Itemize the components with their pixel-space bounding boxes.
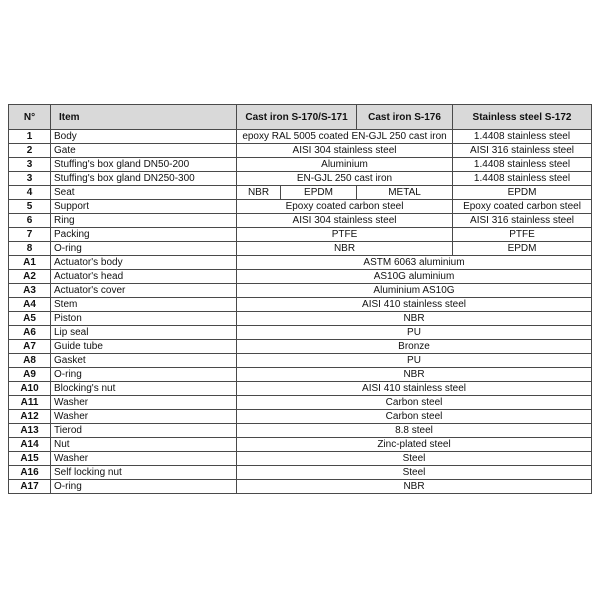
table-row [9, 354, 592, 368]
table-row [9, 452, 592, 466]
header-number: N° [9, 105, 51, 130]
table-row [9, 466, 592, 480]
table-row [9, 228, 592, 242]
material-stainless: 1.4408 stainless steel [453, 172, 592, 186]
row-item: Seat [51, 186, 237, 200]
row-item: O-ring [51, 368, 237, 382]
row-number: A7 [9, 340, 51, 354]
material-stainless: 1.4408 stainless steel [453, 130, 592, 144]
table-row [9, 382, 592, 396]
row-number: 1 [9, 130, 51, 144]
row-number: 3 [9, 172, 51, 186]
row-number: A4 [9, 298, 51, 312]
row-item: Washer [51, 452, 237, 466]
table-row [9, 214, 592, 228]
material-stainless: AISI 316 stainless steel [453, 144, 592, 158]
row-item: Self locking nut [51, 466, 237, 480]
materials-table-container [8, 104, 591, 494]
table-row [9, 312, 592, 326]
header-stainless-steel-s172: Stainless steel S-172 [453, 105, 592, 130]
table-row [9, 410, 592, 424]
row-number: 6 [9, 214, 51, 228]
material-all: 8.8 steel [237, 424, 592, 438]
table-row [9, 424, 592, 438]
header-cast-iron-s170-s171: Cast iron S-170/S-171 [237, 105, 357, 130]
material-all: Bronze [237, 340, 592, 354]
table-row [9, 396, 592, 410]
table-row [9, 256, 592, 270]
row-item: Blocking's nut [51, 382, 237, 396]
table-row [9, 186, 592, 200]
row-number: A15 [9, 452, 51, 466]
row-number: A3 [9, 284, 51, 298]
material-stainless: AISI 316 stainless steel [453, 214, 592, 228]
table-row [9, 368, 592, 382]
table-row [9, 158, 592, 172]
material-all: Carbon steel [237, 396, 592, 410]
table-row [9, 298, 592, 312]
table-row [9, 326, 592, 340]
row-number: 5 [9, 200, 51, 214]
row-number: A14 [9, 438, 51, 452]
row-number: A9 [9, 368, 51, 382]
table-row [9, 242, 592, 256]
row-item: Tierod [51, 424, 237, 438]
material-cast-iron: NBR [237, 242, 453, 256]
material-cast-iron: epoxy RAL 5005 coated EN-GJL 250 cast iron [237, 130, 453, 144]
material-cast-iron: EN-GJL 250 cast iron [237, 172, 453, 186]
row-item: Actuator's cover [51, 284, 237, 298]
row-item: Nut [51, 438, 237, 452]
row-number: 3 [9, 158, 51, 172]
material-cast-iron: PTFE [237, 228, 453, 242]
row-item: Stem [51, 298, 237, 312]
table-row [9, 200, 592, 214]
material-all: Steel [237, 466, 592, 480]
row-number: A17 [9, 480, 51, 494]
row-number: 7 [9, 228, 51, 242]
materials-table [8, 104, 592, 494]
material-cast-iron: Aluminium [237, 158, 453, 172]
table-row [9, 480, 592, 494]
row-item: O-ring [51, 480, 237, 494]
row-number: 4 [9, 186, 51, 200]
table-row [9, 438, 592, 452]
row-number: A8 [9, 354, 51, 368]
row-item: Actuator's head [51, 270, 237, 284]
row-item: Piston [51, 312, 237, 326]
header-cast-iron-s176: Cast iron S-176 [357, 105, 453, 130]
row-item: O-ring [51, 242, 237, 256]
row-item: Washer [51, 396, 237, 410]
material-s170-nbr: NBR [237, 186, 281, 200]
row-number: A12 [9, 410, 51, 424]
material-s176: METAL [357, 186, 453, 200]
row-number: A13 [9, 424, 51, 438]
material-all: ASTM 6063 aluminium [237, 256, 592, 270]
material-all: Aluminium AS10G [237, 284, 592, 298]
material-all: Zinc-plated steel [237, 438, 592, 452]
material-all: AISI 410 stainless steel [237, 298, 592, 312]
material-cast-iron: AISI 304 stainless steel [237, 144, 453, 158]
material-s170-epdm: EPDM [281, 186, 357, 200]
material-cast-iron: AISI 304 stainless steel [237, 214, 453, 228]
table-row [9, 130, 592, 144]
header-item: Item [51, 105, 237, 130]
row-number: A16 [9, 466, 51, 480]
row-item: Stuffing's box gland DN50-200 [51, 158, 237, 172]
row-item: Guide tube [51, 340, 237, 354]
table-row [9, 144, 592, 158]
material-all: NBR [237, 480, 592, 494]
row-item: Gasket [51, 354, 237, 368]
material-all: NBR [237, 368, 592, 382]
row-number: A6 [9, 326, 51, 340]
material-all: AISI 410 stainless steel [237, 382, 592, 396]
row-number: 8 [9, 242, 51, 256]
row-item: Gate [51, 144, 237, 158]
row-number: A11 [9, 396, 51, 410]
material-all: PU [237, 354, 592, 368]
row-item: Body [51, 130, 237, 144]
row-item: Lip seal [51, 326, 237, 340]
material-all: PU [237, 326, 592, 340]
table-row [9, 284, 592, 298]
row-item: Support [51, 200, 237, 214]
row-item: Washer [51, 410, 237, 424]
material-stainless: PTFE [453, 228, 592, 242]
row-number: A10 [9, 382, 51, 396]
table-row [9, 270, 592, 284]
row-item: Actuator's body [51, 256, 237, 270]
material-stainless: Epoxy coated carbon steel [453, 200, 592, 214]
header-row [9, 105, 592, 130]
table-row [9, 172, 592, 186]
row-number: 2 [9, 144, 51, 158]
row-number: A2 [9, 270, 51, 284]
material-cast-iron: Epoxy coated carbon steel [237, 200, 453, 214]
material-stainless: EPDM [453, 242, 592, 256]
material-all: AS10G aluminium [237, 270, 592, 284]
row-item: Packing [51, 228, 237, 242]
material-all: NBR [237, 312, 592, 326]
material-all: Steel [237, 452, 592, 466]
material-stainless: 1.4408 stainless steel [453, 158, 592, 172]
table-row [9, 340, 592, 354]
row-item: Stuffing's box gland DN250-300 [51, 172, 237, 186]
material-all: Carbon steel [237, 410, 592, 424]
material-stainless: EPDM [453, 186, 592, 200]
row-number: A1 [9, 256, 51, 270]
row-number: A5 [9, 312, 51, 326]
row-item: Ring [51, 214, 237, 228]
